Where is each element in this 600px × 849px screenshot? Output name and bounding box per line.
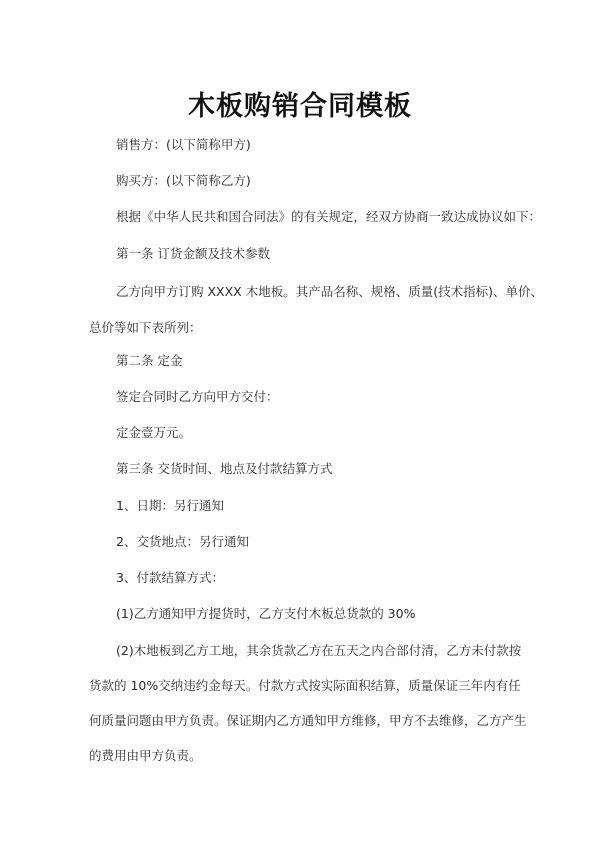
document-title: 木板购销合同模板 xyxy=(188,91,412,122)
seller-line: 销售方：(以下简称甲方) xyxy=(116,137,251,152)
article-2-heading: 第二条 定金 xyxy=(116,353,183,368)
payment-item-1: (1)乙方通知甲方提货时，乙方支付木板总货款的 30% xyxy=(116,606,416,621)
deposit-amount-line: 定金壹万元。 xyxy=(116,425,192,440)
payment-item-2-text-line: 货款的 10%交纳违约金每天。付款方式按实际面积结算，质量保证三年内有任 xyxy=(89,678,521,693)
article-1-text-line: 乙方向甲方订购 XXXX 木地板。其产品名称、规格、质量(技术指标)、单价、 xyxy=(116,284,543,299)
payment-method-heading: 3、付款结算方式： xyxy=(116,570,224,585)
payment-item-2-text-line: 何质量问题由甲方负责。保证期内乙方通知甲方维修，甲方不去维修，乙方产生 xyxy=(89,713,527,728)
payment-item-2-paragraph xyxy=(89,643,527,764)
delivery-date-line: 1、日期：另行通知 xyxy=(116,498,224,513)
article-3-heading: 第三条 交货时间、地点及付款结算方式 xyxy=(116,461,333,476)
payment-item-2-text-line: (2)木地板到乙方工地，其余货款乙方在五天之内合部付清，乙方未付款按 xyxy=(116,643,522,658)
preamble-line: 根据《中华人民共和国合同法》的有关规定，经双方协商一致达成协议如下： xyxy=(116,209,542,224)
buyer-line: 购买方：(以下简称乙方) xyxy=(116,173,251,188)
article-1-text-line: 总价等如下表所列： xyxy=(89,320,202,335)
article-1-heading: 第一条 订货金额及技术参数 xyxy=(116,246,270,261)
article-1-paragraph xyxy=(89,284,543,336)
payment-item-2-text-line: 的费用由甲方负责。 xyxy=(89,748,202,763)
deposit-intro-line: 签定合同时乙方向甲方交付： xyxy=(116,389,279,404)
delivery-place-line: 2、交货地点：另行通知 xyxy=(116,534,249,549)
